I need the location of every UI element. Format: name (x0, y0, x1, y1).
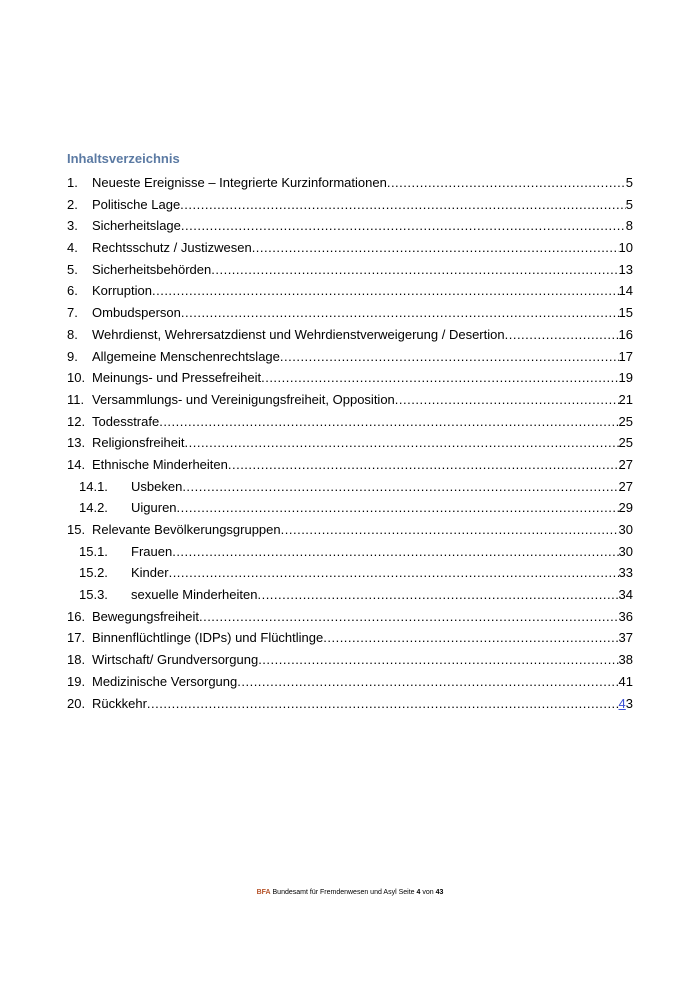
toc-entry[interactable] (67, 411, 633, 433)
toc-dot-leader (199, 606, 619, 628)
page-footer (0, 889, 700, 896)
toc-entry-label[interactable]: Ombudsperson (92, 305, 181, 321)
toc-entry-label[interactable]: Kinder (131, 565, 169, 581)
toc-entry-page-number[interactable]: 25 (618, 435, 633, 451)
table-of-contents (67, 172, 633, 714)
footer-page-total: 43 (435, 889, 444, 896)
toc-entry-number: 6. (67, 283, 78, 299)
toc-dot-leader (152, 280, 619, 302)
toc-dot-leader (181, 215, 626, 237)
toc-entry-label[interactable]: Medizinische Versorgung (92, 673, 238, 689)
toc-dot-leader (387, 172, 626, 194)
toc-dot-leader (185, 432, 619, 454)
toc-entry[interactable] (67, 302, 633, 324)
toc-entry-page-number[interactable]: 16 (618, 326, 633, 342)
toc-entry-page-number[interactable]: 34 (618, 587, 633, 603)
toc-entry-number: 15. (67, 522, 86, 537)
toc-dot-leader (181, 302, 619, 324)
toc-entry-label[interactable]: Uiguren (131, 500, 177, 516)
toc-entry[interactable] (67, 649, 633, 671)
toc-dot-leader (228, 454, 619, 476)
toc-dot-leader (323, 627, 618, 649)
toc-dot-leader (257, 584, 618, 606)
toc-entry-page-number[interactable]: 13 (618, 261, 633, 277)
toc-entry-number: 11. (67, 391, 85, 407)
footer-page-current: 4 (416, 889, 421, 896)
toc-entry-number: 16. (67, 608, 86, 624)
toc-entry-label[interactable]: Wirtschaft/ Grundversorgung (92, 652, 259, 668)
toc-entry[interactable] (67, 389, 633, 411)
toc-entry[interactable] (67, 454, 633, 476)
toc-entry-label[interactable]: Frauen (131, 543, 173, 559)
toc-dot-leader (261, 367, 618, 389)
toc-entry-number: 12. (67, 413, 86, 429)
toc-entry-page-number[interactable]: 10 (618, 240, 633, 256)
toc-entry-number: 8. (67, 326, 78, 342)
toc-entry[interactable] (67, 476, 633, 498)
toc-entry-label[interactable]: Politische Lage (92, 196, 181, 212)
toc-entry-label[interactable]: Neueste Ereignisse – Integrierte Kurzinformationen (92, 175, 387, 190)
toc-dot-leader (395, 389, 619, 411)
toc-entry[interactable] (67, 671, 633, 693)
toc-dot-leader (237, 671, 618, 693)
toc-entry-label[interactable]: Sicherheitslage (92, 218, 181, 234)
toc-entry[interactable] (67, 519, 633, 541)
bfa-logo: BFA (256, 889, 271, 896)
toc-page-link[interactable]: 4 (618, 695, 626, 711)
toc-entry-number: 13. (67, 435, 86, 451)
footer-org-name: Bundesamt für Fremdenwesen und Asyl (272, 889, 397, 896)
toc-dot-leader (280, 346, 619, 368)
toc-entry[interactable] (67, 562, 633, 584)
toc-page-rest: 3 (625, 695, 633, 711)
toc-entry-number: 15.1. (79, 543, 108, 559)
toc-entry-page-number[interactable]: 36 (618, 608, 633, 624)
toc-entry-number: 10. (67, 370, 86, 386)
toc-entry-label[interactable]: sexuelle Minderheiten (131, 587, 258, 603)
toc-entry[interactable] (67, 280, 633, 302)
toc-title: Inhaltsverzeichnis (67, 151, 180, 166)
toc-dot-leader (172, 541, 618, 563)
toc-entry-label[interactable]: Wehrdienst, Wehrersatzdienst und Wehrdienstverweigerung / Desertion (92, 326, 505, 342)
toc-entry[interactable] (67, 584, 633, 606)
toc-entry-number: 17. (67, 630, 86, 646)
toc-entry-label[interactable]: Korruption (92, 283, 152, 299)
toc-entry[interactable] (67, 324, 633, 346)
toc-entry-number: 14.1. (79, 478, 108, 494)
toc-entry-label[interactable]: Religionsfreiheit (92, 435, 185, 451)
toc-entry-number: 7. (67, 305, 78, 321)
toc-entry-label[interactable]: Todesstrafe (92, 413, 160, 429)
toc-entry-label[interactable]: Ethnische Minderheiten (92, 456, 228, 472)
toc-entry-page-number[interactable]: 5 (625, 175, 633, 190)
toc-dot-leader (281, 519, 619, 541)
footer-page-of: von (422, 889, 434, 896)
toc-entry-number: 3. (67, 218, 78, 234)
toc-entry-label[interactable]: Versammlungs- und Vereinigungsfreiheit, Opposition (92, 391, 395, 407)
toc-entry[interactable] (67, 367, 633, 389)
toc-entry-page-number[interactable]: 30 (618, 522, 633, 537)
toc-dot-leader (252, 237, 619, 259)
toc-entry[interactable] (67, 237, 633, 259)
toc-entry-page-number[interactable]: 37 (618, 630, 633, 646)
toc-entry-page-number[interactable] (619, 693, 633, 715)
toc-entry-label[interactable]: Sicherheitsbehörden (92, 261, 212, 277)
toc-entry-label[interactable]: Bewegungsfreiheit (92, 608, 199, 624)
toc-entry-page-number[interactable]: 19 (618, 370, 633, 386)
toc-entry-page-number[interactable]: 29 (618, 500, 633, 516)
toc-dot-leader (147, 693, 619, 715)
toc-entry-number: 9. (67, 348, 78, 364)
toc-entry-page-number[interactable]: 21 (618, 391, 633, 407)
toc-dot-leader (211, 259, 618, 281)
toc-entry-page-number[interactable]: 41 (618, 673, 633, 689)
toc-entry-page-number[interactable]: 17 (618, 348, 633, 364)
toc-dot-leader (180, 194, 626, 216)
toc-entry-number: 5. (67, 261, 78, 277)
toc-entry-number: 14.2. (79, 500, 108, 516)
toc-entry-page-number[interactable]: 27 (618, 456, 633, 472)
toc-dot-leader (159, 411, 618, 433)
toc-entry-page-number[interactable]: 14 (618, 283, 633, 299)
toc-entry-number: 2. (67, 196, 78, 212)
toc-dot-leader (505, 324, 619, 346)
toc-entry-number: 1. (67, 175, 78, 190)
toc-entry-page-number[interactable]: 38 (618, 652, 633, 668)
toc-entry-number: 19. (67, 673, 86, 689)
toc-entry[interactable] (67, 497, 633, 519)
toc-entry-page-number[interactable]: 15 (618, 305, 633, 321)
toc-entry[interactable] (67, 541, 633, 563)
toc-dot-leader (258, 649, 618, 671)
toc-entry-page-number[interactable]: 30 (618, 543, 633, 559)
toc-entry-number: 4. (67, 240, 78, 256)
toc-entry-number: 15.3. (79, 587, 108, 603)
toc-entry-page-number[interactable]: 33 (618, 565, 633, 581)
toc-entry-number: 15.2. (79, 565, 108, 581)
toc-entry[interactable] (67, 627, 633, 649)
toc-entry[interactable] (67, 194, 633, 216)
toc-entry-number: 14. (67, 456, 86, 472)
toc-entry-page-number[interactable]: 8 (625, 218, 633, 234)
toc-entry-label[interactable]: Rechtsschutz / Justizwesen (92, 240, 252, 256)
toc-entry-label[interactable]: Allgemeine Menschenrechtslage (92, 348, 280, 364)
toc-entry-label[interactable]: Binnenflüchtlinge (IDPs) und Flüchtlinge (92, 630, 324, 646)
toc-entry-number: 20. (67, 695, 86, 711)
toc-entry-number: 18. (67, 652, 86, 668)
toc-entry-page-number[interactable]: 25 (618, 413, 633, 429)
toc-entry-label[interactable]: Relevante Bevölkerungsgruppen (92, 522, 281, 537)
toc-entry[interactable] (67, 215, 633, 237)
toc-dot-leader (182, 476, 618, 498)
toc-entry[interactable] (67, 172, 633, 194)
toc-entry-label[interactable]: Rückkehr (92, 695, 147, 711)
toc-entry-page-number[interactable]: 27 (618, 478, 633, 494)
toc-dot-leader (177, 497, 619, 519)
toc-entry-label[interactable]: Meinungs- und Pressefreiheit (92, 370, 262, 386)
toc-entry[interactable] (67, 259, 633, 281)
toc-entry-label[interactable]: Usbeken (131, 478, 183, 494)
toc-entry[interactable] (67, 346, 633, 368)
footer-page-word: Seite (398, 889, 415, 896)
toc-dot-leader (169, 562, 619, 584)
toc-entry[interactable] (67, 432, 633, 454)
toc-entry-page-number[interactable]: 5 (625, 196, 633, 212)
toc-entry[interactable] (67, 693, 633, 715)
toc-entry[interactable] (67, 606, 633, 628)
